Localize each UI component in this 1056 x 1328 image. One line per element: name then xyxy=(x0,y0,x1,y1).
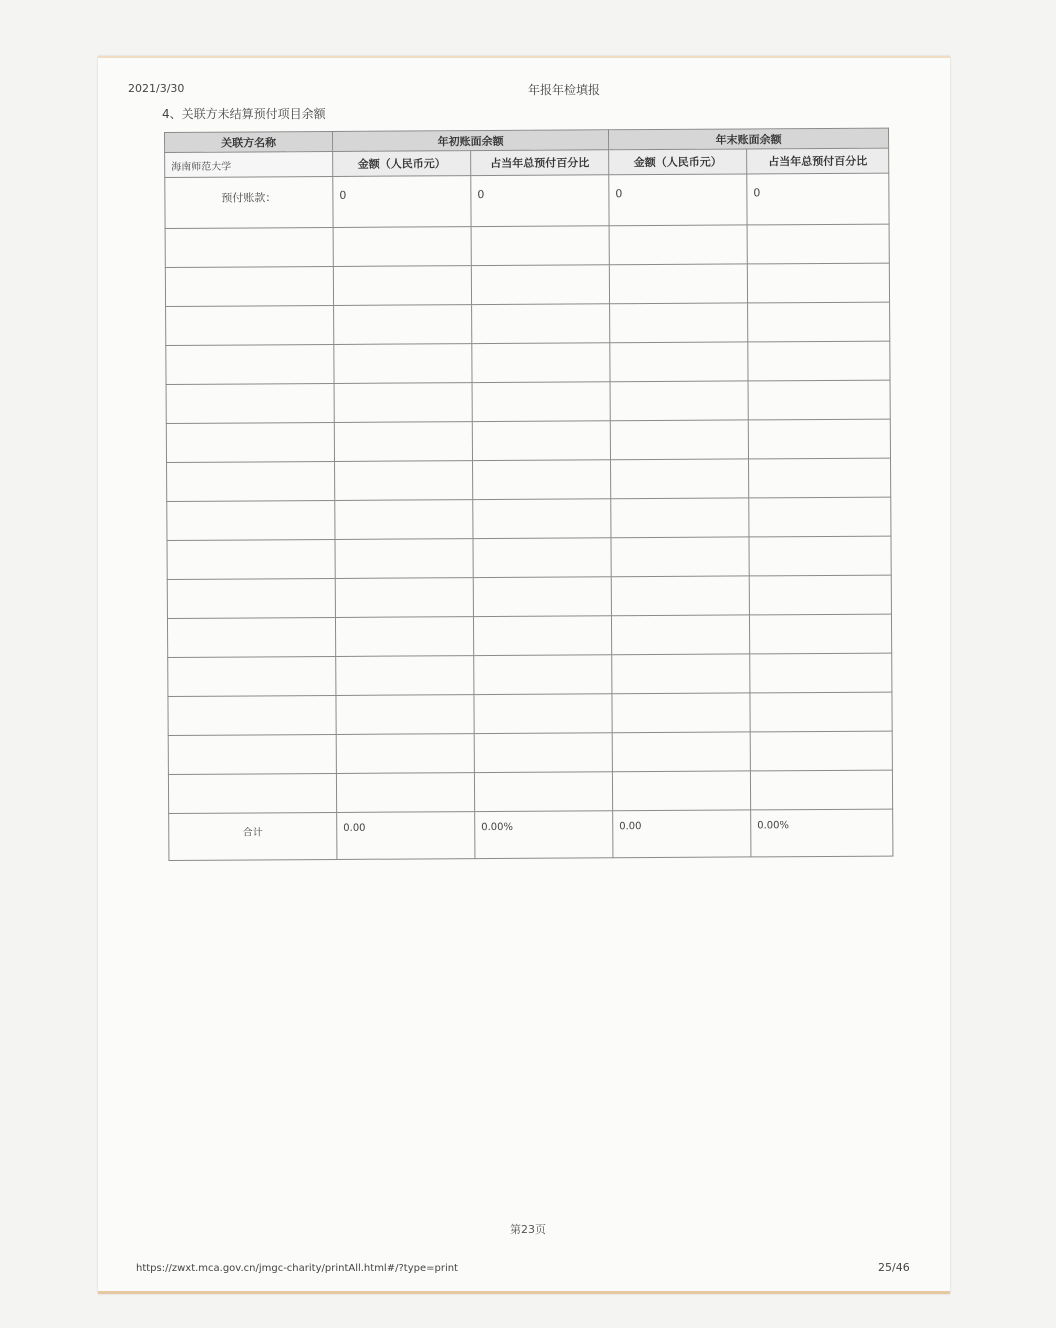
table-row xyxy=(165,173,889,228)
table-cell xyxy=(165,266,333,306)
table-cell xyxy=(611,498,749,538)
table-cell xyxy=(611,576,749,616)
end-balance-header: 年末账面余额 xyxy=(608,128,888,150)
table-cell xyxy=(750,692,892,732)
table-cell xyxy=(166,383,334,423)
table-cell xyxy=(168,695,336,735)
table-cell xyxy=(335,500,473,540)
entity-name: 海南师范大学 xyxy=(165,151,333,177)
begin-percent-header: 占当年总预付百分比 xyxy=(471,150,609,176)
table-cell xyxy=(335,461,473,501)
table-cell xyxy=(474,772,612,812)
table-row xyxy=(165,263,889,306)
table-cell xyxy=(167,539,335,579)
total-row xyxy=(169,809,893,860)
table-cell xyxy=(471,226,609,266)
end-percent-header: 占当年总预付百分比 xyxy=(747,148,889,174)
table-cell xyxy=(473,577,611,617)
table-cell xyxy=(748,341,890,381)
empty-rows xyxy=(165,224,893,813)
table-row xyxy=(168,692,892,735)
table-cell xyxy=(611,537,749,577)
table-cell xyxy=(611,615,749,655)
table-row xyxy=(168,653,892,696)
table-cell xyxy=(335,539,473,579)
table-cell xyxy=(167,461,335,501)
total-end-percent: 0.00% xyxy=(751,809,893,857)
table-cell xyxy=(473,616,611,656)
table-cell xyxy=(611,459,749,499)
table-cell xyxy=(166,344,334,384)
table-cell xyxy=(165,227,333,267)
table-cell xyxy=(333,227,471,267)
table-cell xyxy=(166,305,334,345)
table-row xyxy=(167,536,891,579)
table-row xyxy=(166,419,890,462)
total-begin-percent: 0.00% xyxy=(475,811,613,859)
total-begin-amount: 0.00 xyxy=(337,812,475,860)
table-cell xyxy=(472,304,610,344)
table-cell xyxy=(167,578,335,618)
table-cell xyxy=(610,342,748,382)
print-title: 年报年检填报 xyxy=(528,83,601,97)
table-row xyxy=(168,731,892,774)
table-cell xyxy=(747,263,889,303)
table-cell xyxy=(610,381,748,421)
begin-balance-header: 年初账面余额 xyxy=(332,130,608,152)
table-cell xyxy=(748,419,890,459)
table-cell xyxy=(473,538,611,578)
table-cell xyxy=(748,380,890,420)
begin-percent-cell: 0 xyxy=(471,175,609,227)
table-cell xyxy=(747,224,889,264)
table-cell xyxy=(609,264,747,304)
table-cell xyxy=(167,617,335,657)
table-cell xyxy=(336,773,474,813)
table-cell xyxy=(472,343,610,383)
table-cell xyxy=(168,773,336,813)
print-date: 2021/3/30 xyxy=(128,82,185,95)
begin-amount-cell: 0 xyxy=(333,176,471,228)
table-cell xyxy=(612,654,750,694)
table-cell xyxy=(334,305,472,345)
related-party-name-header: 关联方名称 xyxy=(165,131,333,152)
table-row xyxy=(166,341,890,384)
end-percent-cell: 0 xyxy=(747,173,889,225)
table-row xyxy=(166,302,890,345)
footer-url: https://zwxt.mca.gov.cn/jmgc-charity/printAll.html#/?type=print xyxy=(136,1263,458,1274)
table-cell xyxy=(334,383,472,423)
table-cell xyxy=(167,500,335,540)
table-row xyxy=(168,770,892,813)
table-cell xyxy=(472,382,610,422)
end-amount-cell: 0 xyxy=(609,174,747,226)
table-cell xyxy=(750,770,892,810)
prepayment-label: 预付账款： xyxy=(165,176,333,228)
table-cell xyxy=(750,653,892,693)
prepayment-balance-table xyxy=(164,128,893,861)
table-cell xyxy=(335,578,473,618)
table-cell xyxy=(612,693,750,733)
table-row xyxy=(167,575,891,618)
table-cell xyxy=(472,421,610,461)
table-cell xyxy=(473,460,611,500)
total-label: 合计 xyxy=(169,812,337,860)
table-cell xyxy=(471,265,609,305)
table-cell xyxy=(474,733,612,773)
table-cell xyxy=(749,575,891,615)
document-page xyxy=(98,56,950,1294)
table-cell xyxy=(335,617,473,657)
table-cell xyxy=(612,771,750,811)
table-cell xyxy=(336,734,474,774)
table-cell xyxy=(610,420,748,460)
table-cell xyxy=(336,656,474,696)
footer-page-count: 25/46 xyxy=(878,1261,910,1274)
table-cell xyxy=(750,731,892,771)
table-cell xyxy=(168,734,336,774)
table-cell xyxy=(336,695,474,735)
begin-amount-header: 金额（人民币元） xyxy=(333,151,471,177)
table-cell xyxy=(334,422,472,462)
table-cell xyxy=(473,499,611,539)
table-cell xyxy=(749,458,891,498)
table-cell xyxy=(474,655,612,695)
table-row xyxy=(167,614,891,657)
table-cell xyxy=(749,536,891,576)
table-cell xyxy=(749,497,891,537)
end-amount-header: 金额（人民币元） xyxy=(609,149,747,175)
table-row xyxy=(167,458,891,501)
table-cell xyxy=(612,732,750,772)
table-row xyxy=(166,380,890,423)
table-cell xyxy=(748,302,890,342)
section-title: 4、关联方未结算预付项目余额 xyxy=(162,107,326,121)
table-cell xyxy=(610,303,748,343)
table-row xyxy=(165,224,889,267)
total-end-amount: 0.00 xyxy=(613,810,751,858)
table-cell xyxy=(166,422,334,462)
table-cell xyxy=(749,614,891,654)
table-cell xyxy=(334,344,472,384)
table-row xyxy=(167,497,891,540)
table-cell xyxy=(609,225,747,265)
table-cell xyxy=(474,694,612,734)
table-cell xyxy=(168,656,336,696)
page-number: 第23页 xyxy=(510,1223,546,1236)
table-cell xyxy=(333,266,471,306)
